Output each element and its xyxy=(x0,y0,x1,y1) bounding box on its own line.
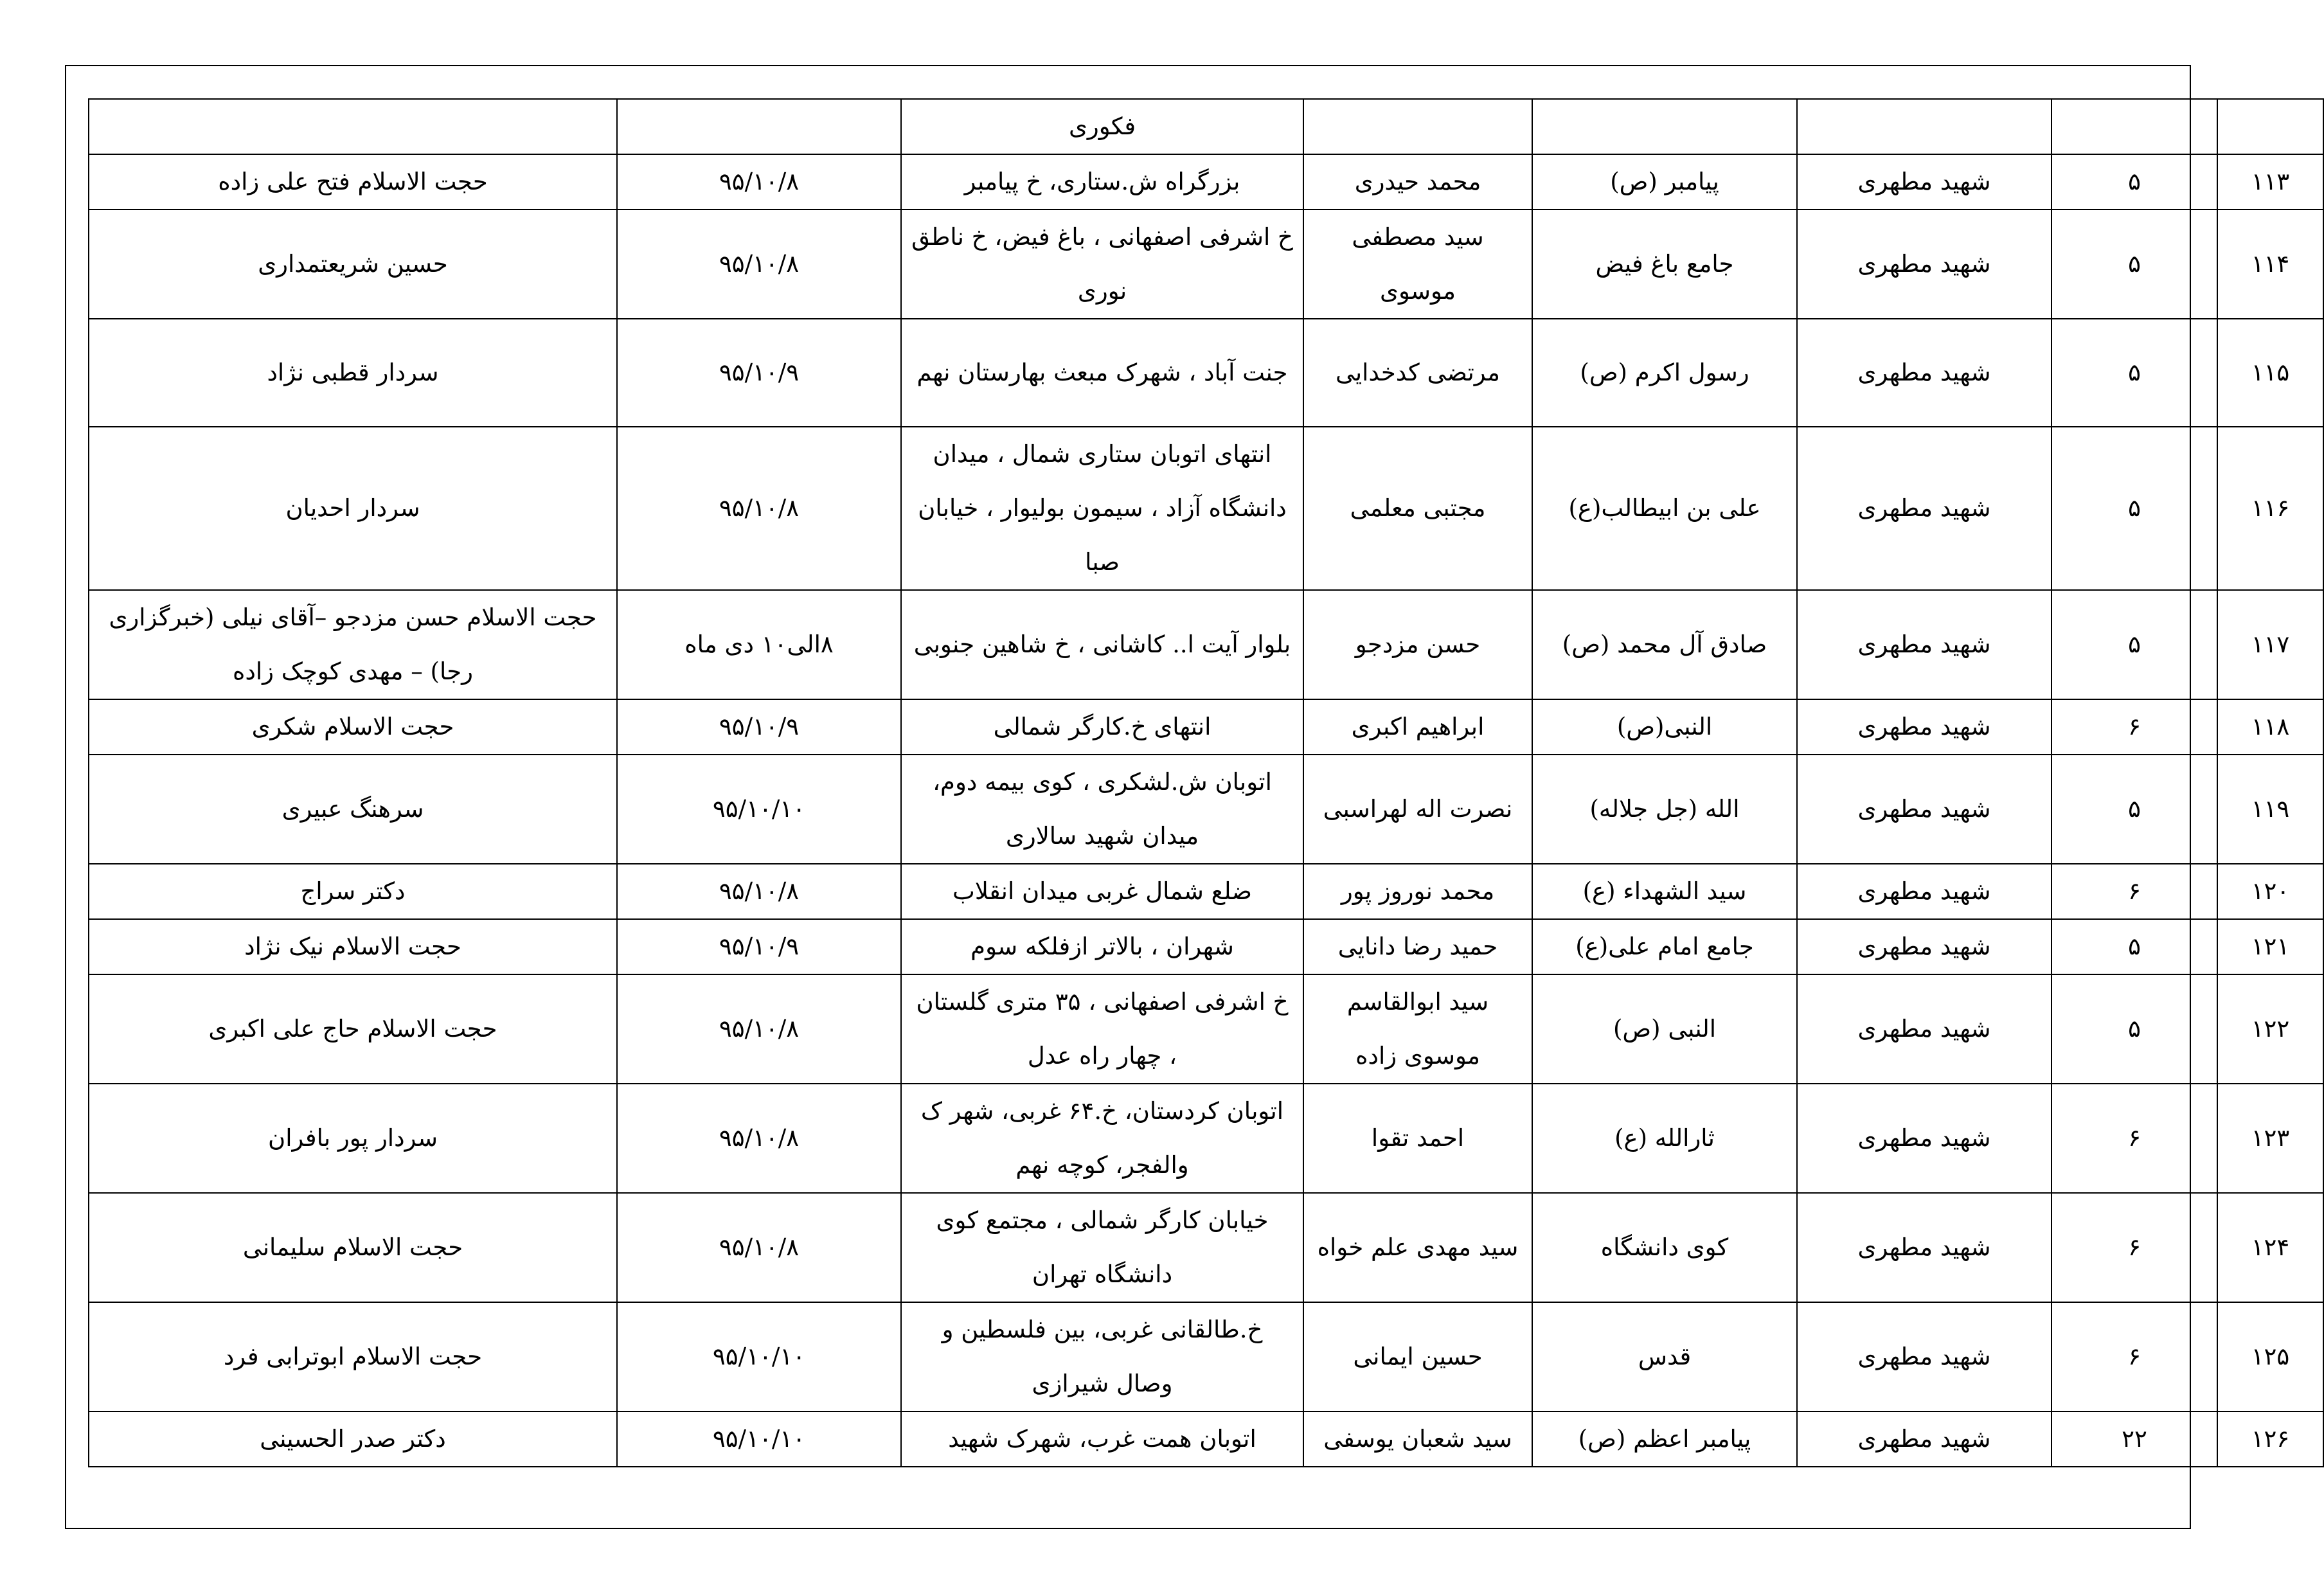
count-cell: ۶ xyxy=(2051,1084,2217,1193)
area-cell: شهید مطهری xyxy=(1797,319,2051,427)
mosque-name-cell: صادق آل محمد (ص) xyxy=(1532,590,1797,699)
table-row xyxy=(89,1302,2323,1411)
imam-name-cell: مرتضی کدخدایی xyxy=(1303,319,1532,427)
area-cell: شهید مطهری xyxy=(1797,1302,2051,1411)
imam-name-cell: ابراهیم اکبری xyxy=(1303,699,1532,755)
address-cell: خ اشرفی اصفهانی ، باغ فیض، خ ناطق نوری xyxy=(901,210,1303,319)
mosque-name-cell: الله (جل جلاله) xyxy=(1532,755,1797,864)
date-cell: ۹۵/۱۰/۸ xyxy=(617,1084,901,1193)
count-cell: ۵ xyxy=(2051,154,2217,210)
mosque-name-cell: جامع باغ فیض xyxy=(1532,210,1797,319)
imam-name-cell: محمد نوروز پور xyxy=(1303,864,1532,919)
mosque-name-cell: رسول اکرم (ص) xyxy=(1532,319,1797,427)
speaker-cell: دکتر صدر الحسینی xyxy=(89,1411,617,1467)
speaker-cell: سردار قطبی نژاد xyxy=(89,319,617,427)
address-cell: اتوبان همت غرب، شهرک شهید xyxy=(901,1411,1303,1467)
count-cell: ۵ xyxy=(2051,427,2217,590)
imam-name-cell: نصرت اله لهراسبی xyxy=(1303,755,1532,864)
address-cell: فکوری xyxy=(901,99,1303,154)
mosque-name-cell xyxy=(1532,99,1797,154)
table-row xyxy=(89,974,2323,1084)
date-cell: ۹۵/۱۰/۱۰ xyxy=(617,1302,901,1411)
row-number-cell: ۱۱۹ xyxy=(2217,755,2323,864)
imam-name-cell: سید مهدی علم خواه xyxy=(1303,1193,1532,1302)
address-cell: اتوبان ش.لشکری ، کوی بیمه دوم، میدان شهید سالاری xyxy=(901,755,1303,864)
table-row xyxy=(89,154,2323,210)
table-row xyxy=(89,319,2323,427)
row-number-cell: ۱۱۸ xyxy=(2217,699,2323,755)
area-cell: شهید مطهری xyxy=(1797,210,2051,319)
date-cell: ۹۵/۱۰/۸ xyxy=(617,974,901,1084)
count-cell: ۶ xyxy=(2051,1193,2217,1302)
address-cell: بزرگراه ش.ستاری، خ پیامبر xyxy=(901,154,1303,210)
area-cell: شهید مطهری xyxy=(1797,1411,2051,1467)
area-cell: شهید مطهری xyxy=(1797,864,2051,919)
address-cell: خ.طالقانی غربی، بین فلسطین و وصال شیرازی xyxy=(901,1302,1303,1411)
date-cell: ۹۵/۱۰/۹ xyxy=(617,919,901,974)
count-cell: ۵ xyxy=(2051,590,2217,699)
count-cell: ۵ xyxy=(2051,755,2217,864)
imam-name-cell: سید شعبان یوسفی xyxy=(1303,1411,1532,1467)
speaker-cell: دکتر سراج xyxy=(89,864,617,919)
date-cell: ۹۵/۱۰/۸ xyxy=(617,210,901,319)
date-cell: ۹۵/۱۰/۸ xyxy=(617,154,901,210)
imam-name-cell: محمد حیدری xyxy=(1303,154,1532,210)
mosque-name-cell: پیامبر (ص) xyxy=(1532,154,1797,210)
area-cell xyxy=(1797,99,2051,154)
area-cell: شهید مطهری xyxy=(1797,1084,2051,1193)
speaker-cell: حجت الاسلام سلیمانی xyxy=(89,1193,617,1302)
table-row xyxy=(89,864,2323,919)
speaker-cell: حجت الاسلام حسن مزدجو –آقای نیلی (خبرگزاری رجا) – مهدی کوچک زاده xyxy=(89,590,617,699)
date-cell: ۹۵/۱۰/۸ xyxy=(617,427,901,590)
area-cell: شهید مطهری xyxy=(1797,590,2051,699)
area-cell: شهید مطهری xyxy=(1797,755,2051,864)
date-cell: ۹۵/۱۰/۱۰ xyxy=(617,755,901,864)
date-cell: ۹۵/۱۰/۸ xyxy=(617,864,901,919)
address-cell: جنت آباد ، شهرک مبعث بهارستان نهم xyxy=(901,319,1303,427)
table-row xyxy=(89,1084,2323,1193)
table-row xyxy=(89,99,2323,154)
mosque-name-cell: النبی(ص) xyxy=(1532,699,1797,755)
date-cell: ۹۵/۱۰/۱۰ xyxy=(617,1411,901,1467)
row-number-cell: ۱۲۴ xyxy=(2217,1193,2323,1302)
address-cell: شهران ، بالاتر ازفلکه سوم xyxy=(901,919,1303,974)
count-cell: ۵ xyxy=(2051,210,2217,319)
mosque-name-cell: سید الشهداء (ع) xyxy=(1532,864,1797,919)
date-cell xyxy=(617,99,901,154)
address-cell: ضلع شمال غربی میدان انقلاب xyxy=(901,864,1303,919)
address-cell: انتهای خ.کارگر شمالی xyxy=(901,699,1303,755)
mosque-name-cell: النبی (ص) xyxy=(1532,974,1797,1084)
mosque-name-cell: جامع امام علی(ع) xyxy=(1532,919,1797,974)
mosque-name-cell: قدس xyxy=(1532,1302,1797,1411)
row-number-cell: ۱۲۱ xyxy=(2217,919,2323,974)
speaker-cell: سردار احدیان xyxy=(89,427,617,590)
speaker-cell: حجت الاسلام ابوترابی فرد xyxy=(89,1302,617,1411)
date-cell: ۸الی۱۰ دی ماه xyxy=(617,590,901,699)
table-row xyxy=(89,699,2323,755)
count-cell: ۲۲ xyxy=(2051,1411,2217,1467)
mosque-name-cell: علی بن ابیطالب(ع) xyxy=(1532,427,1797,590)
speaker-cell xyxy=(89,99,617,154)
speaker-cell: حسین شریعتمداری xyxy=(89,210,617,319)
mosque-name-cell: پیامبر اعظم (ص) xyxy=(1532,1411,1797,1467)
row-number-cell xyxy=(2217,99,2323,154)
area-cell: شهید مطهری xyxy=(1797,919,2051,974)
count-cell: ۶ xyxy=(2051,699,2217,755)
address-cell: بلوار آیت ا.. کاشانی ، خ شاهین جنوبی xyxy=(901,590,1303,699)
row-number-cell: ۱۲۳ xyxy=(2217,1084,2323,1193)
table-row xyxy=(89,919,2323,974)
table-row xyxy=(89,590,2323,699)
address-cell: خیابان کارگر شمالی ، مجتمع کوی دانشگاه تهران xyxy=(901,1193,1303,1302)
date-cell: ۹۵/۱۰/۹ xyxy=(617,699,901,755)
imam-name-cell: حسن مزدجو xyxy=(1303,590,1532,699)
area-cell: شهید مطهری xyxy=(1797,699,2051,755)
speaker-cell: حجت الاسلام نیک نژاد xyxy=(89,919,617,974)
row-number-cell: ۱۱۵ xyxy=(2217,319,2323,427)
imam-name-cell: مجتبی معلمی xyxy=(1303,427,1532,590)
area-cell: شهید مطهری xyxy=(1797,974,2051,1084)
speaker-cell: حجت الاسلام حاج علی اکبری xyxy=(89,974,617,1084)
imam-name-cell: حمید رضا دانایی xyxy=(1303,919,1532,974)
mosque-name-cell: ثارالله (ع) xyxy=(1532,1084,1797,1193)
row-number-cell: ۱۲۶ xyxy=(2217,1411,2323,1467)
imam-name-cell: سید مصطفی موسوی xyxy=(1303,210,1532,319)
area-cell: شهید مطهری xyxy=(1797,427,2051,590)
mosque-name-cell: کوی دانشگاه xyxy=(1532,1193,1797,1302)
count-cell: ۵ xyxy=(2051,974,2217,1084)
imam-name-cell: سید ابوالقاسم موسوی زاده xyxy=(1303,974,1532,1084)
mosque-program-table xyxy=(88,98,2324,1467)
speaker-cell: سرهنگ عبیری xyxy=(89,755,617,864)
row-number-cell: ۱۱۷ xyxy=(2217,590,2323,699)
row-number-cell: ۱۱۶ xyxy=(2217,427,2323,590)
table-row xyxy=(89,755,2323,864)
imam-name-cell xyxy=(1303,99,1532,154)
area-cell: شهید مطهری xyxy=(1797,154,2051,210)
row-number-cell: ۱۲۵ xyxy=(2217,1302,2323,1411)
count-cell: ۶ xyxy=(2051,1302,2217,1411)
table-row xyxy=(89,427,2323,590)
table-row xyxy=(89,1411,2323,1467)
row-number-cell: ۱۲۲ xyxy=(2217,974,2323,1084)
count-cell: ۵ xyxy=(2051,919,2217,974)
count-cell xyxy=(2051,99,2217,154)
count-cell: ۶ xyxy=(2051,864,2217,919)
row-number-cell: ۱۲۰ xyxy=(2217,864,2323,919)
speaker-cell: سردار پور بافران xyxy=(89,1084,617,1193)
date-cell: ۹۵/۱۰/۹ xyxy=(617,319,901,427)
table-row xyxy=(89,210,2323,319)
imam-name-cell: حسین ایمانی xyxy=(1303,1302,1532,1411)
table-row xyxy=(89,1193,2323,1302)
speaker-cell: حجت الاسلام شکری xyxy=(89,699,617,755)
row-number-cell: ۱۱۳ xyxy=(2217,154,2323,210)
imam-name-cell: احمد تقوا xyxy=(1303,1084,1532,1193)
row-number-cell: ۱۱۴ xyxy=(2217,210,2323,319)
date-cell: ۹۵/۱۰/۸ xyxy=(617,1193,901,1302)
area-cell: شهید مطهری xyxy=(1797,1193,2051,1302)
address-cell: اتوبان کردستان، خ.۶۴ غربی، شهر ک والفجر، کوچه نهم xyxy=(901,1084,1303,1193)
address-cell: خ اشرفی اصفهانی ، ۳۵ متری گلستان ، چهار راه عدل xyxy=(901,974,1303,1084)
speaker-cell: حجت الاسلام فتح علی زاده xyxy=(89,154,617,210)
count-cell: ۵ xyxy=(2051,319,2217,427)
address-cell: انتهای اتوبان ستاری شمال ، میدان دانشگاه آزاد ، سیمون بولیوار ، خیابان صبا xyxy=(901,427,1303,590)
